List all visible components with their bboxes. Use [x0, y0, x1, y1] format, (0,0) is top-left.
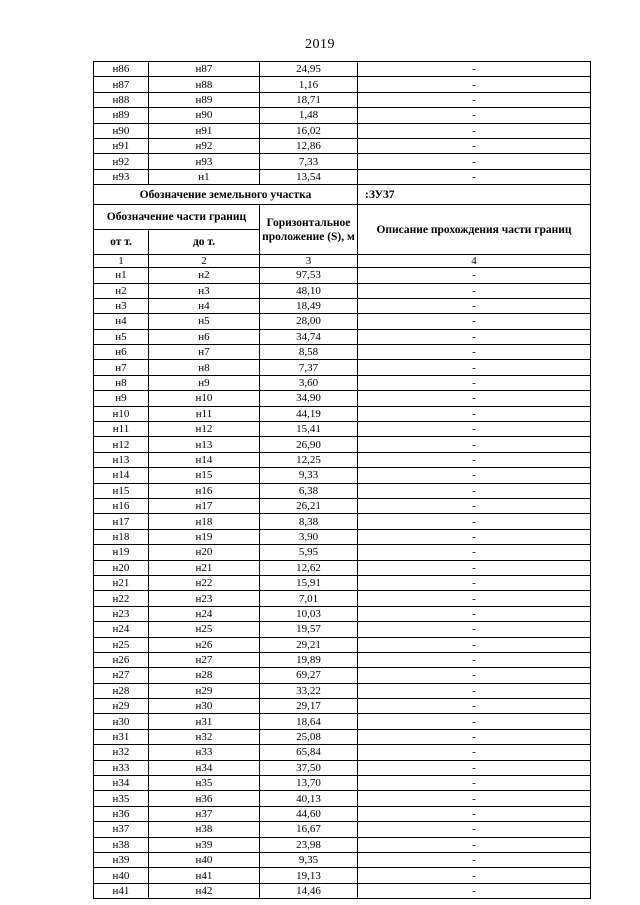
- from-point-cell: н28: [94, 683, 149, 698]
- description-cell: -: [358, 606, 591, 621]
- parcel-designation-row: [94, 185, 591, 205]
- from-point-cell: н35: [94, 791, 149, 806]
- from-point-cell: н19: [94, 545, 149, 560]
- from-point-cell: н2: [94, 283, 149, 298]
- horizontal-length-cell: 69,27: [260, 668, 358, 683]
- to-point-cell: н34: [149, 760, 260, 775]
- description-cell: -: [358, 791, 591, 806]
- table-row: [94, 406, 591, 421]
- table-row: [94, 77, 591, 92]
- horizontal-length-cell: 7,01: [260, 591, 358, 606]
- to-point-cell: н35: [149, 776, 260, 791]
- table-row: [94, 92, 591, 107]
- horizontal-length-cell: 10,03: [260, 606, 358, 621]
- table-row: [94, 760, 591, 775]
- description-cell: -: [358, 268, 591, 283]
- to-point-cell: н33: [149, 745, 260, 760]
- table-row: [94, 791, 591, 806]
- from-point-cell: н40: [94, 868, 149, 883]
- table-row: [94, 637, 591, 652]
- parcel-header: [94, 185, 591, 268]
- horizontal-length-cell: 34,74: [260, 329, 358, 344]
- horizontal-length-cell: 9,35: [260, 852, 358, 867]
- horizontal-length-cell: 1,48: [260, 108, 358, 123]
- horizontal-length-cell: 29,21: [260, 637, 358, 652]
- to-point-cell: н10: [149, 391, 260, 406]
- description-cell: -: [358, 422, 591, 437]
- horizontal-length-cell: 7,37: [260, 360, 358, 375]
- description-cell: -: [358, 591, 591, 606]
- from-point-cell: н4: [94, 314, 149, 329]
- description-cell: -: [358, 545, 591, 560]
- to-point-cell: н5: [149, 314, 260, 329]
- description-cell: -: [358, 806, 591, 821]
- to-point-cell: н26: [149, 637, 260, 652]
- from-point-cell: н25: [94, 637, 149, 652]
- from-point-cell: н91: [94, 138, 149, 153]
- description-cell: -: [358, 77, 591, 92]
- to-point-cell: н22: [149, 575, 260, 590]
- from-point-cell: н41: [94, 883, 149, 898]
- table-row: [94, 560, 591, 575]
- to-point-cell: н6: [149, 329, 260, 344]
- description-cell: -: [358, 391, 591, 406]
- table-row: [94, 545, 591, 560]
- table-row: [94, 575, 591, 590]
- table-row: [94, 622, 591, 637]
- from-point-cell: н18: [94, 529, 149, 544]
- description-cell: -: [358, 298, 591, 313]
- horizontal-length-cell: 15,41: [260, 422, 358, 437]
- horizontal-length-cell: 44,60: [260, 806, 358, 821]
- description-cell: -: [358, 154, 591, 169]
- to-point-cell: н2: [149, 268, 260, 283]
- horizontal-length-cell: 65,84: [260, 745, 358, 760]
- horizontal-length-cell: 48,10: [260, 283, 358, 298]
- description-cell: -: [358, 714, 591, 729]
- parcel-designation-label: Обозначение земельного участка: [94, 185, 358, 205]
- description-cell: -: [358, 529, 591, 544]
- to-point-cell: н15: [149, 468, 260, 483]
- to-point-cell: н3: [149, 283, 260, 298]
- from-point-cell: н13: [94, 452, 149, 467]
- from-point-cell: н92: [94, 154, 149, 169]
- to-point-cell: н18: [149, 514, 260, 529]
- horizontal-length-cell: 1,16: [260, 77, 358, 92]
- from-point-cell: н6: [94, 345, 149, 360]
- to-point-cell: н38: [149, 822, 260, 837]
- table-row: [94, 298, 591, 313]
- from-point-cell: н8: [94, 375, 149, 390]
- to-point-cell: н21: [149, 560, 260, 575]
- description-cell: -: [358, 92, 591, 107]
- description-cell: -: [358, 868, 591, 883]
- table-row: [94, 123, 591, 138]
- horizontal-length-cell: 44,19: [260, 406, 358, 421]
- horizontal-length-cell: 29,17: [260, 699, 358, 714]
- to-point-cell: н40: [149, 852, 260, 867]
- table-row: [94, 62, 591, 77]
- description-cell: -: [358, 329, 591, 344]
- table-row: [94, 483, 591, 498]
- table-row: [94, 375, 591, 390]
- horizontal-length-cell: 13,70: [260, 776, 358, 791]
- table-row: [94, 683, 591, 698]
- from-point-cell: н38: [94, 837, 149, 852]
- to-point-header: до т.: [149, 230, 260, 255]
- from-point-cell: н31: [94, 729, 149, 744]
- table-row: [94, 452, 591, 467]
- column-number: 4: [358, 255, 591, 268]
- from-point-cell: н21: [94, 575, 149, 590]
- table-row: [94, 138, 591, 153]
- to-point-cell: н27: [149, 652, 260, 667]
- parcel-code: :ЗУ37: [358, 185, 591, 205]
- horizontal-length-cell: 3,90: [260, 529, 358, 544]
- description-cell: -: [358, 745, 591, 760]
- table-row: [94, 776, 591, 791]
- table-row: [94, 468, 591, 483]
- to-point-cell: н14: [149, 452, 260, 467]
- to-point-cell: н88: [149, 77, 260, 92]
- to-point-cell: н16: [149, 483, 260, 498]
- description-cell: -: [358, 108, 591, 123]
- horizontal-length-cell: 9,33: [260, 468, 358, 483]
- horizontal-length-cell: 40,13: [260, 791, 358, 806]
- from-point-cell: н5: [94, 329, 149, 344]
- from-point-cell: н24: [94, 622, 149, 637]
- to-point-cell: н39: [149, 837, 260, 852]
- to-point-cell: н7: [149, 345, 260, 360]
- from-point-cell: н12: [94, 437, 149, 452]
- from-point-cell: н36: [94, 806, 149, 821]
- description-cell: -: [358, 637, 591, 652]
- table-row: [94, 329, 591, 344]
- page-number: 2019: [305, 37, 335, 52]
- to-point-cell: н29: [149, 683, 260, 698]
- table-row: [94, 108, 591, 123]
- previous-parcel-rows: [94, 62, 591, 185]
- to-point-cell: н12: [149, 422, 260, 437]
- description-cell: -: [358, 668, 591, 683]
- horizontal-length-cell: 26,21: [260, 498, 358, 513]
- description-cell: -: [358, 483, 591, 498]
- horizontal-length-cell: 5,95: [260, 545, 358, 560]
- horizontal-length-cell: 18,71: [260, 92, 358, 107]
- table-row: [94, 514, 591, 529]
- from-point-cell: н11: [94, 422, 149, 437]
- table-row: [94, 391, 591, 406]
- description-cell: -: [358, 345, 591, 360]
- description-cell: -: [358, 314, 591, 329]
- to-point-cell: н31: [149, 714, 260, 729]
- to-point-cell: н36: [149, 791, 260, 806]
- to-point-cell: н19: [149, 529, 260, 544]
- table-row: [94, 154, 591, 169]
- table-row: [94, 868, 591, 883]
- from-point-cell: н22: [94, 591, 149, 606]
- from-point-cell: н14: [94, 468, 149, 483]
- table-row: [94, 591, 591, 606]
- table-row: [94, 852, 591, 867]
- to-point-cell: н91: [149, 123, 260, 138]
- table-row: [94, 806, 591, 821]
- to-point-cell: н92: [149, 138, 260, 153]
- description-cell: -: [358, 514, 591, 529]
- from-point-cell: н34: [94, 776, 149, 791]
- table-row: [94, 314, 591, 329]
- to-point-cell: н28: [149, 668, 260, 683]
- description-header: Описание прохождения части границ: [358, 205, 591, 255]
- horizontal-length-cell: 7,33: [260, 154, 358, 169]
- description-cell: -: [358, 837, 591, 852]
- table-row: [94, 883, 591, 898]
- to-point-cell: н87: [149, 62, 260, 77]
- from-point-cell: н88: [94, 92, 149, 107]
- horizontal-length-cell: 34,90: [260, 391, 358, 406]
- column-number: 1: [94, 255, 149, 268]
- table-row: [94, 652, 591, 667]
- horizontal-length-cell: 12,62: [260, 560, 358, 575]
- from-point-cell: н26: [94, 652, 149, 667]
- description-cell: -: [358, 360, 591, 375]
- table-row: [94, 437, 591, 452]
- horizontal-length-cell: 3,60: [260, 375, 358, 390]
- to-point-cell: н93: [149, 154, 260, 169]
- from-point-cell: н7: [94, 360, 149, 375]
- horizontal-length-cell: 18,49: [260, 298, 358, 313]
- description-cell: -: [358, 437, 591, 452]
- table-row: [94, 268, 591, 283]
- column-number: 3: [260, 255, 358, 268]
- to-point-cell: н13: [149, 437, 260, 452]
- description-cell: -: [358, 123, 591, 138]
- description-cell: -: [358, 760, 591, 775]
- to-point-cell: н30: [149, 699, 260, 714]
- description-cell: -: [358, 652, 591, 667]
- from-point-cell: н23: [94, 606, 149, 621]
- to-point-cell: н17: [149, 498, 260, 513]
- horizontal-length-cell: 28,00: [260, 314, 358, 329]
- from-point-cell: н37: [94, 822, 149, 837]
- to-point-cell: н9: [149, 375, 260, 390]
- from-point-cell: н90: [94, 123, 149, 138]
- to-point-cell: н37: [149, 806, 260, 821]
- table-row: [94, 529, 591, 544]
- description-cell: -: [358, 852, 591, 867]
- horizontal-length-cell: 16,02: [260, 123, 358, 138]
- to-point-cell: н41: [149, 868, 260, 883]
- from-point-cell: н27: [94, 668, 149, 683]
- horizontal-length-cell: 97,53: [260, 268, 358, 283]
- description-cell: -: [358, 452, 591, 467]
- description-cell: -: [358, 375, 591, 390]
- to-point-cell: н89: [149, 92, 260, 107]
- table-row: [94, 360, 591, 375]
- description-cell: -: [358, 699, 591, 714]
- table-row: [94, 498, 591, 513]
- horizontal-length-cell: 14,46: [260, 883, 358, 898]
- horizontal-length-cell: 19,57: [260, 622, 358, 637]
- to-point-cell: н4: [149, 298, 260, 313]
- parcel-rows: [94, 268, 591, 899]
- column-header-row: [94, 205, 591, 230]
- boundary-table: [93, 61, 591, 899]
- to-point-cell: н8: [149, 360, 260, 375]
- from-point-cell: н15: [94, 483, 149, 498]
- to-point-cell: н42: [149, 883, 260, 898]
- to-point-cell: н25: [149, 622, 260, 637]
- horizontal-length-cell: 23,98: [260, 837, 358, 852]
- horizontal-length-cell: 18,64: [260, 714, 358, 729]
- description-cell: -: [358, 622, 591, 637]
- to-point-cell: н90: [149, 108, 260, 123]
- horizontal-length-cell: 12,86: [260, 138, 358, 153]
- from-point-cell: н39: [94, 852, 149, 867]
- from-point-cell: н32: [94, 745, 149, 760]
- from-point-cell: н10: [94, 406, 149, 421]
- table-row: [94, 729, 591, 744]
- table-row: [94, 745, 591, 760]
- description-cell: -: [358, 575, 591, 590]
- table-row: [94, 345, 591, 360]
- table-row: [94, 169, 591, 184]
- from-point-header: от т.: [94, 230, 149, 255]
- horizontal-length-cell: 8,38: [260, 514, 358, 529]
- to-point-cell: н11: [149, 406, 260, 421]
- from-point-cell: н29: [94, 699, 149, 714]
- to-point-cell: н23: [149, 591, 260, 606]
- horizontal-length-cell: 8,58: [260, 345, 358, 360]
- description-cell: -: [358, 883, 591, 898]
- description-cell: -: [358, 683, 591, 698]
- table-row: [94, 668, 591, 683]
- horizontal-length-cell: 33,22: [260, 683, 358, 698]
- to-point-cell: н1: [149, 169, 260, 184]
- from-point-cell: н9: [94, 391, 149, 406]
- table-row: [94, 714, 591, 729]
- table-row: [94, 422, 591, 437]
- description-cell: -: [358, 62, 591, 77]
- horizontal-length-cell: 24,95: [260, 62, 358, 77]
- from-point-cell: н16: [94, 498, 149, 513]
- horizontal-length-cell: 12,25: [260, 452, 358, 467]
- description-cell: -: [358, 468, 591, 483]
- description-cell: -: [358, 498, 591, 513]
- from-point-cell: н3: [94, 298, 149, 313]
- horizontal-length-cell: 15,91: [260, 575, 358, 590]
- from-point-cell: н30: [94, 714, 149, 729]
- to-point-cell: н24: [149, 606, 260, 621]
- to-point-cell: н32: [149, 729, 260, 744]
- from-point-cell: н1: [94, 268, 149, 283]
- table-row: [94, 699, 591, 714]
- horizontal-length-cell: 19,13: [260, 868, 358, 883]
- description-cell: -: [358, 729, 591, 744]
- from-point-cell: н89: [94, 108, 149, 123]
- table-row: [94, 606, 591, 621]
- horizontal-length-cell: 13,54: [260, 169, 358, 184]
- to-point-cell: н20: [149, 545, 260, 560]
- description-cell: -: [358, 283, 591, 298]
- description-cell: -: [358, 406, 591, 421]
- column-number-row: [94, 255, 591, 268]
- table-row: [94, 822, 591, 837]
- from-point-cell: н33: [94, 760, 149, 775]
- horizontal-length-cell: 16,67: [260, 822, 358, 837]
- from-point-cell: н93: [94, 169, 149, 184]
- description-cell: -: [358, 776, 591, 791]
- description-cell: -: [358, 138, 591, 153]
- description-cell: -: [358, 822, 591, 837]
- horizontal-length-cell: 37,50: [260, 760, 358, 775]
- description-cell: -: [358, 169, 591, 184]
- horizontal-length-cell: 6,38: [260, 483, 358, 498]
- from-point-cell: н86: [94, 62, 149, 77]
- length-header: Горизонтальное проложение (S), м: [260, 205, 358, 255]
- table-row: [94, 283, 591, 298]
- horizontal-length-cell: 25,08: [260, 729, 358, 744]
- from-point-cell: н20: [94, 560, 149, 575]
- horizontal-length-cell: 19,89: [260, 652, 358, 667]
- from-point-cell: н17: [94, 514, 149, 529]
- boundary-part-header: Обозначение части границ: [94, 205, 260, 230]
- description-cell: -: [358, 560, 591, 575]
- from-point-cell: н87: [94, 77, 149, 92]
- horizontal-length-cell: 26,90: [260, 437, 358, 452]
- column-number: 2: [149, 255, 260, 268]
- table-row: [94, 837, 591, 852]
